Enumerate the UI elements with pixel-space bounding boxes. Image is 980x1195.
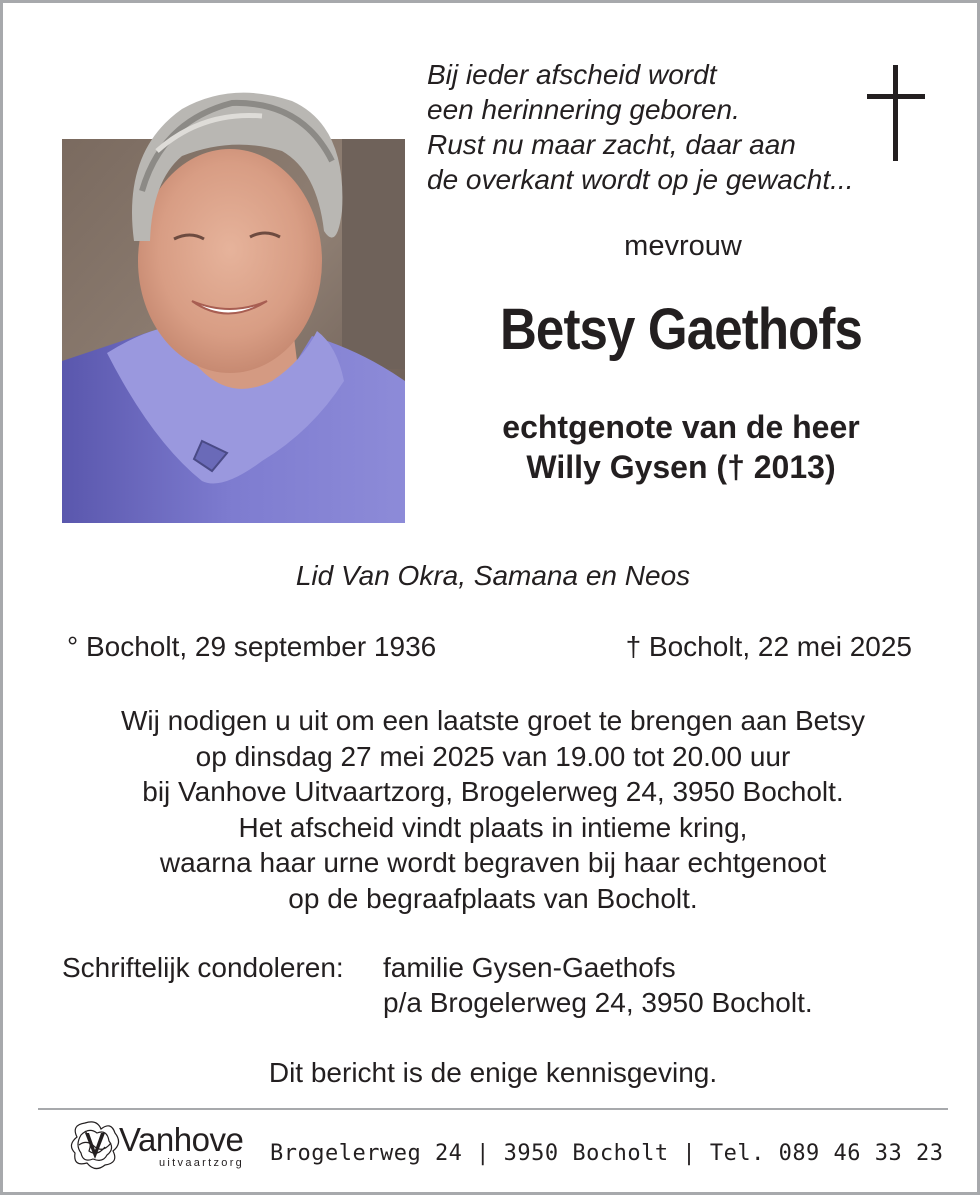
- spouse-line: Willy Gysen († 2013): [526, 449, 836, 485]
- invitation-line: waarna haar urne wordt begraven bij haar echtgenoot: [159, 847, 827, 878]
- poem-line: Bij ieder afscheid wordt: [427, 59, 717, 90]
- logo-subtitle: uitvaartzorg: [159, 1157, 245, 1169]
- spouse-line: echtgenote van de heer: [502, 409, 860, 445]
- logo-name: Vanhove: [119, 1121, 244, 1158]
- cross-icon: [867, 65, 925, 161]
- honorific: mevrouw: [624, 230, 742, 262]
- invitation-text: [3, 703, 980, 916]
- poem-line: een herinnering geboren.: [427, 94, 740, 125]
- membership: Lid Van Okra, Samana en Neos: [295, 560, 691, 591]
- invitation-line: Wij nodigen u uit om een laatste groet te brengen aan Betsy: [120, 705, 866, 736]
- portrait-photo: [62, 81, 405, 523]
- invitation-line: Het afscheid vindt plaats in intieme kring,: [238, 811, 748, 843]
- condolence-address: p/a Brogelerweg 24, 3950 Bocholt.: [383, 987, 813, 1018]
- death-date: † Bocholt, 22 mei 2025: [625, 631, 912, 662]
- notice-text: Dit bericht is de enige kennisgeving.: [268, 1057, 718, 1088]
- spouse-info: [415, 407, 947, 487]
- footer-address: Brogelerweg 24 | 3950 Bocholt | Tel. 089 46 33 23: [270, 1141, 944, 1166]
- invitation-line: bij Vanhove Uitvaartzorg, Brogelerweg 24, 3950 Bocholt.: [142, 776, 844, 807]
- condolence-family: familie Gysen-Gaethofs: [383, 952, 676, 983]
- birth-date: ° Bocholt, 29 september 1936: [67, 631, 437, 662]
- invitation-line: op de begraafplaats van Bocholt.: [288, 882, 698, 914]
- poem-line: Rust nu maar zacht, daar aan: [427, 129, 796, 160]
- poem: [427, 57, 927, 197]
- logo-mark-icon: [67, 1117, 123, 1173]
- invitation-line: op dinsdag 27 mei 2025 van 19.00 tot 20.00 uur: [195, 740, 791, 772]
- poem-line: de overkant wordt op je gewacht...: [427, 164, 854, 195]
- condolence-label: Schriftelijk condoleren:: [62, 952, 344, 983]
- vanhove-logo: [67, 1117, 257, 1173]
- deceased-name: Betsy Gaethofs: [499, 297, 863, 362]
- footer-divider: [38, 1108, 948, 1110]
